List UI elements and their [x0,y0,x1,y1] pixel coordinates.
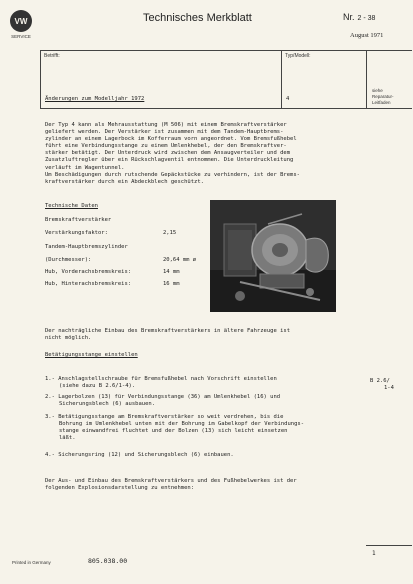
outro-line: Der Aus- und Einbau des Bremskraftverstärkers und des Fußhebelwerkes ist der [45,478,297,484]
logo-caption: SERVICE [11,34,31,39]
step-line: 3.- Betätigungsstange am Bremskraftverstärker so weit verdrehen, bis die [45,414,284,420]
document-code: 805.038.00 [88,557,128,565]
intro-line: geliefert werden. Der Verstärker ist zusammen mit dem Tandem-Hauptbrems- [45,129,284,136]
outro-paragraph [45,478,297,492]
form-left-rule [40,50,41,108]
page-number: 1 [372,550,376,557]
note-line: Der nachträgliche Einbau des Bremskraftverstärkers in ältere Fahrzeuge ist [45,328,291,334]
retrofit-note [45,328,290,342]
step-line: läßt. [59,435,76,442]
booster-photo [210,200,336,312]
booster-label: Bremskraftverstärker [45,217,112,223]
step-3 [45,414,304,442]
intro-line: Der Typ 4 kann als Mehrausstattung (M 506) mit einem Bremskraftverstärker [45,122,287,128]
legend-line: Leitfaden [372,100,391,105]
legend-line: Reparatur- [372,94,394,99]
step-line: stange einwandfrei fluchtet und der Bolzen (13) sich leicht einsetzen [59,428,288,435]
step-line: 1.- Anschlagstellschraube für Bremsfußhebel nach Vorschrift einstellen [45,376,277,382]
stroke-rear-label: Hub, Hinterachsbremskreis: [45,281,132,287]
diameter-value: 20,64 mm ø [163,257,197,263]
diameter-label: (Durchmesser): [45,257,92,263]
subject-label: Betrifft: [44,53,60,59]
outro-line: folgenden Explosionsdarstellung zu entnehmen: [45,485,195,492]
type-value: 4 [286,96,290,102]
intro-line: Um Beschädigungen durch rutschende Gepäckstücke zu verhindern, ist der Brems- [45,171,300,178]
reference-legend [372,88,408,106]
stroke-front-value: 14 mm [163,269,180,275]
margin-ref-line: B 2.6/ [370,378,390,384]
number-label: Nr. [343,12,355,22]
step-line: 4.- Sicherungsring (12) und Sicherungsblech (6) einbauen. [45,452,234,458]
legend-line: siehe [372,88,383,93]
tech-heading: Technische Daten [45,203,98,209]
cylinder-label: Tandem-Hauptbremszylinder [45,244,128,250]
intro-line: stärker betätigt. Der Unterdruck wird zwischen dem Ansaugverteiler und dem [45,150,291,157]
booster-photo-illustration [210,200,336,312]
intro-paragraph [45,122,300,186]
printed-note: Printed in Germany [12,560,51,565]
factor-value: 2,15 [163,230,177,236]
logo-text: VW [14,16,28,26]
step-line: Bohrung im Umlenkhebel unten mit der Bohrung im Gabelkopf der Verbindungs- [59,421,305,428]
form-divider-rule [281,50,282,108]
document-date: August 1971 [350,32,384,39]
margin-ref-line: 1-4 [384,385,394,391]
step-2 [45,394,280,408]
intro-line: Zusatzluftregler über ein Rückschlagventil entnommen. Die Unterdruckleitung [45,157,294,164]
intro-line: kraftverstärker durch ein Abdeckblech geschützt. [45,178,204,185]
adjust-heading: Betätigungsstange einstellen [45,352,138,358]
step-line: 2.- Lagerbolzen (13) für Verbindungsstange (36) am Umlenkhebel (16) und [45,394,281,400]
form-bottom-rule [40,108,412,109]
intro-line: verläuft im Wagentunnel. [45,164,125,171]
number-value: 2 - 38 [357,15,376,22]
step-line: Sicherungsblech (6) ausbauen. [59,401,156,408]
step-1 [45,376,277,390]
form-top-rule [40,50,412,51]
document-number [343,12,375,22]
margin-reference [370,378,394,392]
subject-value: Änderungen zum Modelljahr 1972 [45,96,145,102]
form-right-rule [366,50,367,108]
note-line: nicht möglich. [45,335,92,342]
stroke-front-label: Hub, Vorderachsbremskreis: [45,269,132,275]
document-title: Technisches Merkblatt [143,12,252,24]
step-4 [45,452,234,459]
intro-line: führt eine Verbindungsstange zu einem Umlenkhebel, der den Bremskraftver- [45,143,287,150]
stroke-rear-value: 16 mm [163,281,180,287]
step-line: (siehe dazu B 2.6/1-4). [59,383,136,390]
vw-logo [10,10,32,32]
factor-label: Verstärkungsfaktor: [45,230,108,236]
type-label: Typ/Modell: [285,53,311,59]
intro-line: zylinder an einem Lagerbock im Kofferraum vorn angeordnet. Vom Bremsfußhebel [45,136,297,143]
footer-rule [366,545,412,546]
